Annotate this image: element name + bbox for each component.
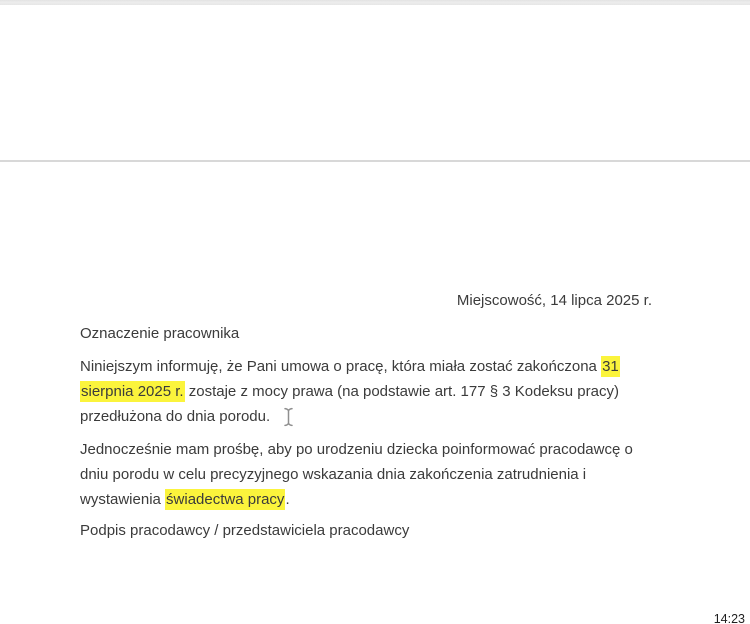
document-date-line[interactable]: Miejscowość, 14 lipca 2025 r. [456, 292, 652, 309]
paragraph-2-text[interactable]: Jednocześnie mam prośbę, aby po urodzeniu dziecka poinformować pracodawcę o dniu porodu w celu precyzyjnego wskazania dnia zakończenia zatrudnienia i wystawienia [80, 441, 633, 508]
document-paragraph-1[interactable] [80, 354, 652, 429]
document-paragraph-2[interactable] [80, 437, 652, 512]
header-divider [0, 160, 750, 162]
paragraph-2-highlighted-phrase[interactable]: świadectwa pracy [166, 491, 285, 508]
paragraph-1-text[interactable]: Niniejszym informuję, że Pani umowa o pracę, która miała zostać zakończona [80, 358, 602, 375]
document-signature-line[interactable]: Podpis pracodawcy / przedstawiciela pracodawcy [80, 522, 410, 539]
document-recipient-line[interactable]: Oznaczenie pracownika [80, 325, 240, 342]
clock-time: 14:23 [713, 612, 745, 624]
paragraph-1-highlighted-date[interactable]: 31 sierpnia 2025 r. [81, 358, 619, 400]
paragraph-1-text-after[interactable]: zostaje z mocy prawa (na podstawie art. 177 § 3 Kodeksu pracy) przedłużona do dnia porodu. [80, 383, 619, 425]
ibeam-cursor-icon [283, 407, 294, 427]
document-editor-area[interactable] [80, 288, 652, 551]
paragraph-2-text-after[interactable]: . [285, 491, 290, 508]
top-chrome-bar [0, 0, 750, 5]
